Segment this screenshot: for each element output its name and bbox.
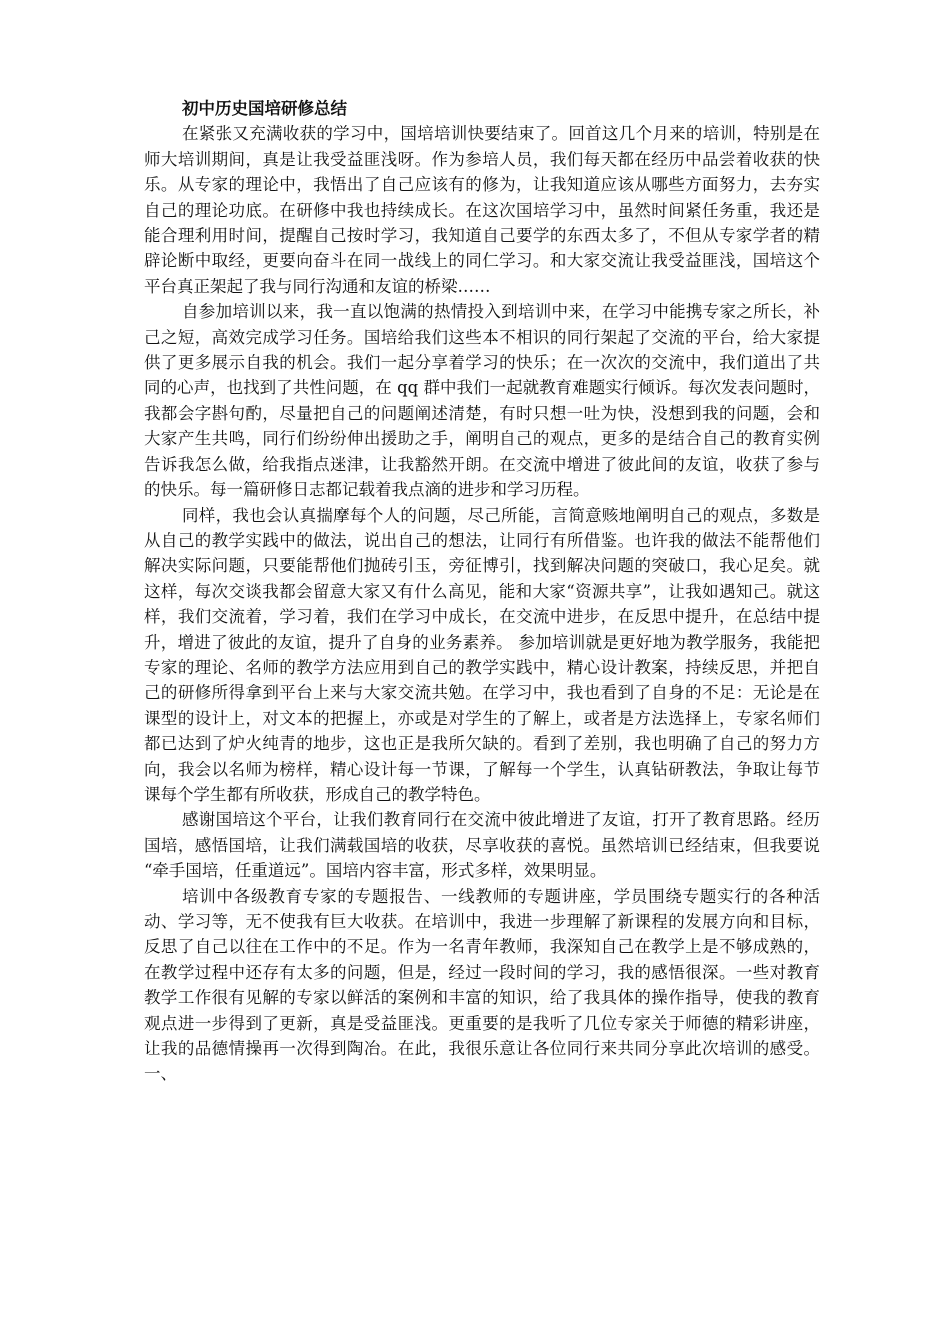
paragraph-5: 培训中各级教育专家的专题报告、一线教师的专题讲座，学员围绕专题实行的各种活动、学习等，无不使我有巨大收获。在培训中，我进一步理解了新课程的发展方向和目标，反思了自己以往在工作中的不足。作为一名青年教师，我深知自己在教学上是不够成熟的，在教学过程中还存有太多的问题，但是，经过一段时间的学习，我的感悟很深。一些对教育教学工作很有见解的专家以鲜活的案例和丰富的知识，给了我具体的操作指导，使我的教育观点进一步得到了更新，真是受益匪浅。更重要的是我听了几位专家关于师德的精彩讲座，让我的品德情操再一次得到陶冶。在此，我很乐意让各位同行来共同分享此次培训的感受。一、 xyxy=(144,886,820,1084)
paragraph-4: 感谢国培这个平台，让我们教育同行在交流中彼此增进了友谊，打开了教育思路。经历国培，感悟国培，让我们满载国培的收获，尽享收获的喜悦。虽然培训已经结束，但我要说 “牵手国培，任重道远”。国培内容丰富，形式多样，效果明显。 xyxy=(144,810,820,881)
paragraph-1: 在紧张又充满收获的学习中，国培培训快要结束了。回首这几个月来的培训，特别是在师大培训期间，真是让我受益匪浅呀。作为参培人员，我们每天都在经历中品尝着收获的快乐。从专家的理论中，我悟出了自己应该有的修为，让我知道应该从哪些方面努力，去夯实自己的理论功底。在研修中我也持续成长。在这次国培学习中，虽然时间紧任务重，我还是能合理利用时间，提醒自己按时学习，我知道自己要学的东西太多了，不但从专家学者的精辟论断中取经，更要向奋斗在同一战线上的同仁学习。和大家交流让我受益匪浅，国培这个平台真正架起了我与同行沟通和友谊的桥梁…… xyxy=(144,124,820,296)
document-title: 初中历史国培研修总结 xyxy=(182,99,347,118)
paragraph-3: 同样，我也会认真揣摩每个人的问题，尽己所能，言简意赅地阐明自己的观点，多数是从自己的教学实践中的做法，说出自己的想法，让同行有所借鉴。也许我的做法不能帮他们解决实际问题，只要能帮他们抛砖引玉，旁征博引，找到解决问题的突破口，我心足矣。就这样，每次交谈我都会留意大家又有什么高见，能和大家“资源共享”，让我如遇知己。就这样，我们交流着，学习着，我们在学习中成长，在交流中进步，在反思中提升，在总结中提升，增进了彼此的友谊，提升了自身的业务素养。 参加培训就是更好地为教学服务，我能把专家的理论、名师的教学方法应用到自己的教学实践中，精心设计教案，持续反思，并把自己的研修所得拿到平台上来与大家交流共勉。在学习中，我也看到了自身的不足：无论是在课型的设计上，对文本的把握上，亦或是对学生的了解上，或者是方法选择上，专家名师们都已达到了炉火纯青的地步，这也正是我所欠缺的。看到了差别，我也明确了自己的努力方向，我会以名师为榜样，精心设计每一节课，了解每一个学生，认真钻研教法，争取让每节课每个学生都有所收获，形成自己的教学特色。 xyxy=(144,505,820,804)
document-body xyxy=(144,96,820,1087)
paragraph-2: 自参加培训以来，我一直以饱满的热情投入到培训中来，在学习中能携专家之所长，补己之短，高效完成学习任务。国培给我们这些本不相识的同行架起了交流的平台，给大家提供了更多展示自我的机会。我们一起分享着学习的快乐；在一次次的交流中，我们道出了共同的心声，也找到了共性问题，在 qq 群中我们一起就教育难题实行倾诉。每次发表问题时，我都会字斟句酌，尽量把自己的问题阐述清楚，有时只想一吐为快，没想到我的问题，会和大家产生共鸣，同行们纷纷伸出援助之手，阐明自己的观点，更多的是结合自己的教育实例告诉我怎么做，给我指点迷津，让我豁然开朗。在交流中增进了彼此间的友谊，收获了参与的快乐。每一篇研修日志都记载着我点滴的进步和学习历程。 xyxy=(144,302,820,500)
